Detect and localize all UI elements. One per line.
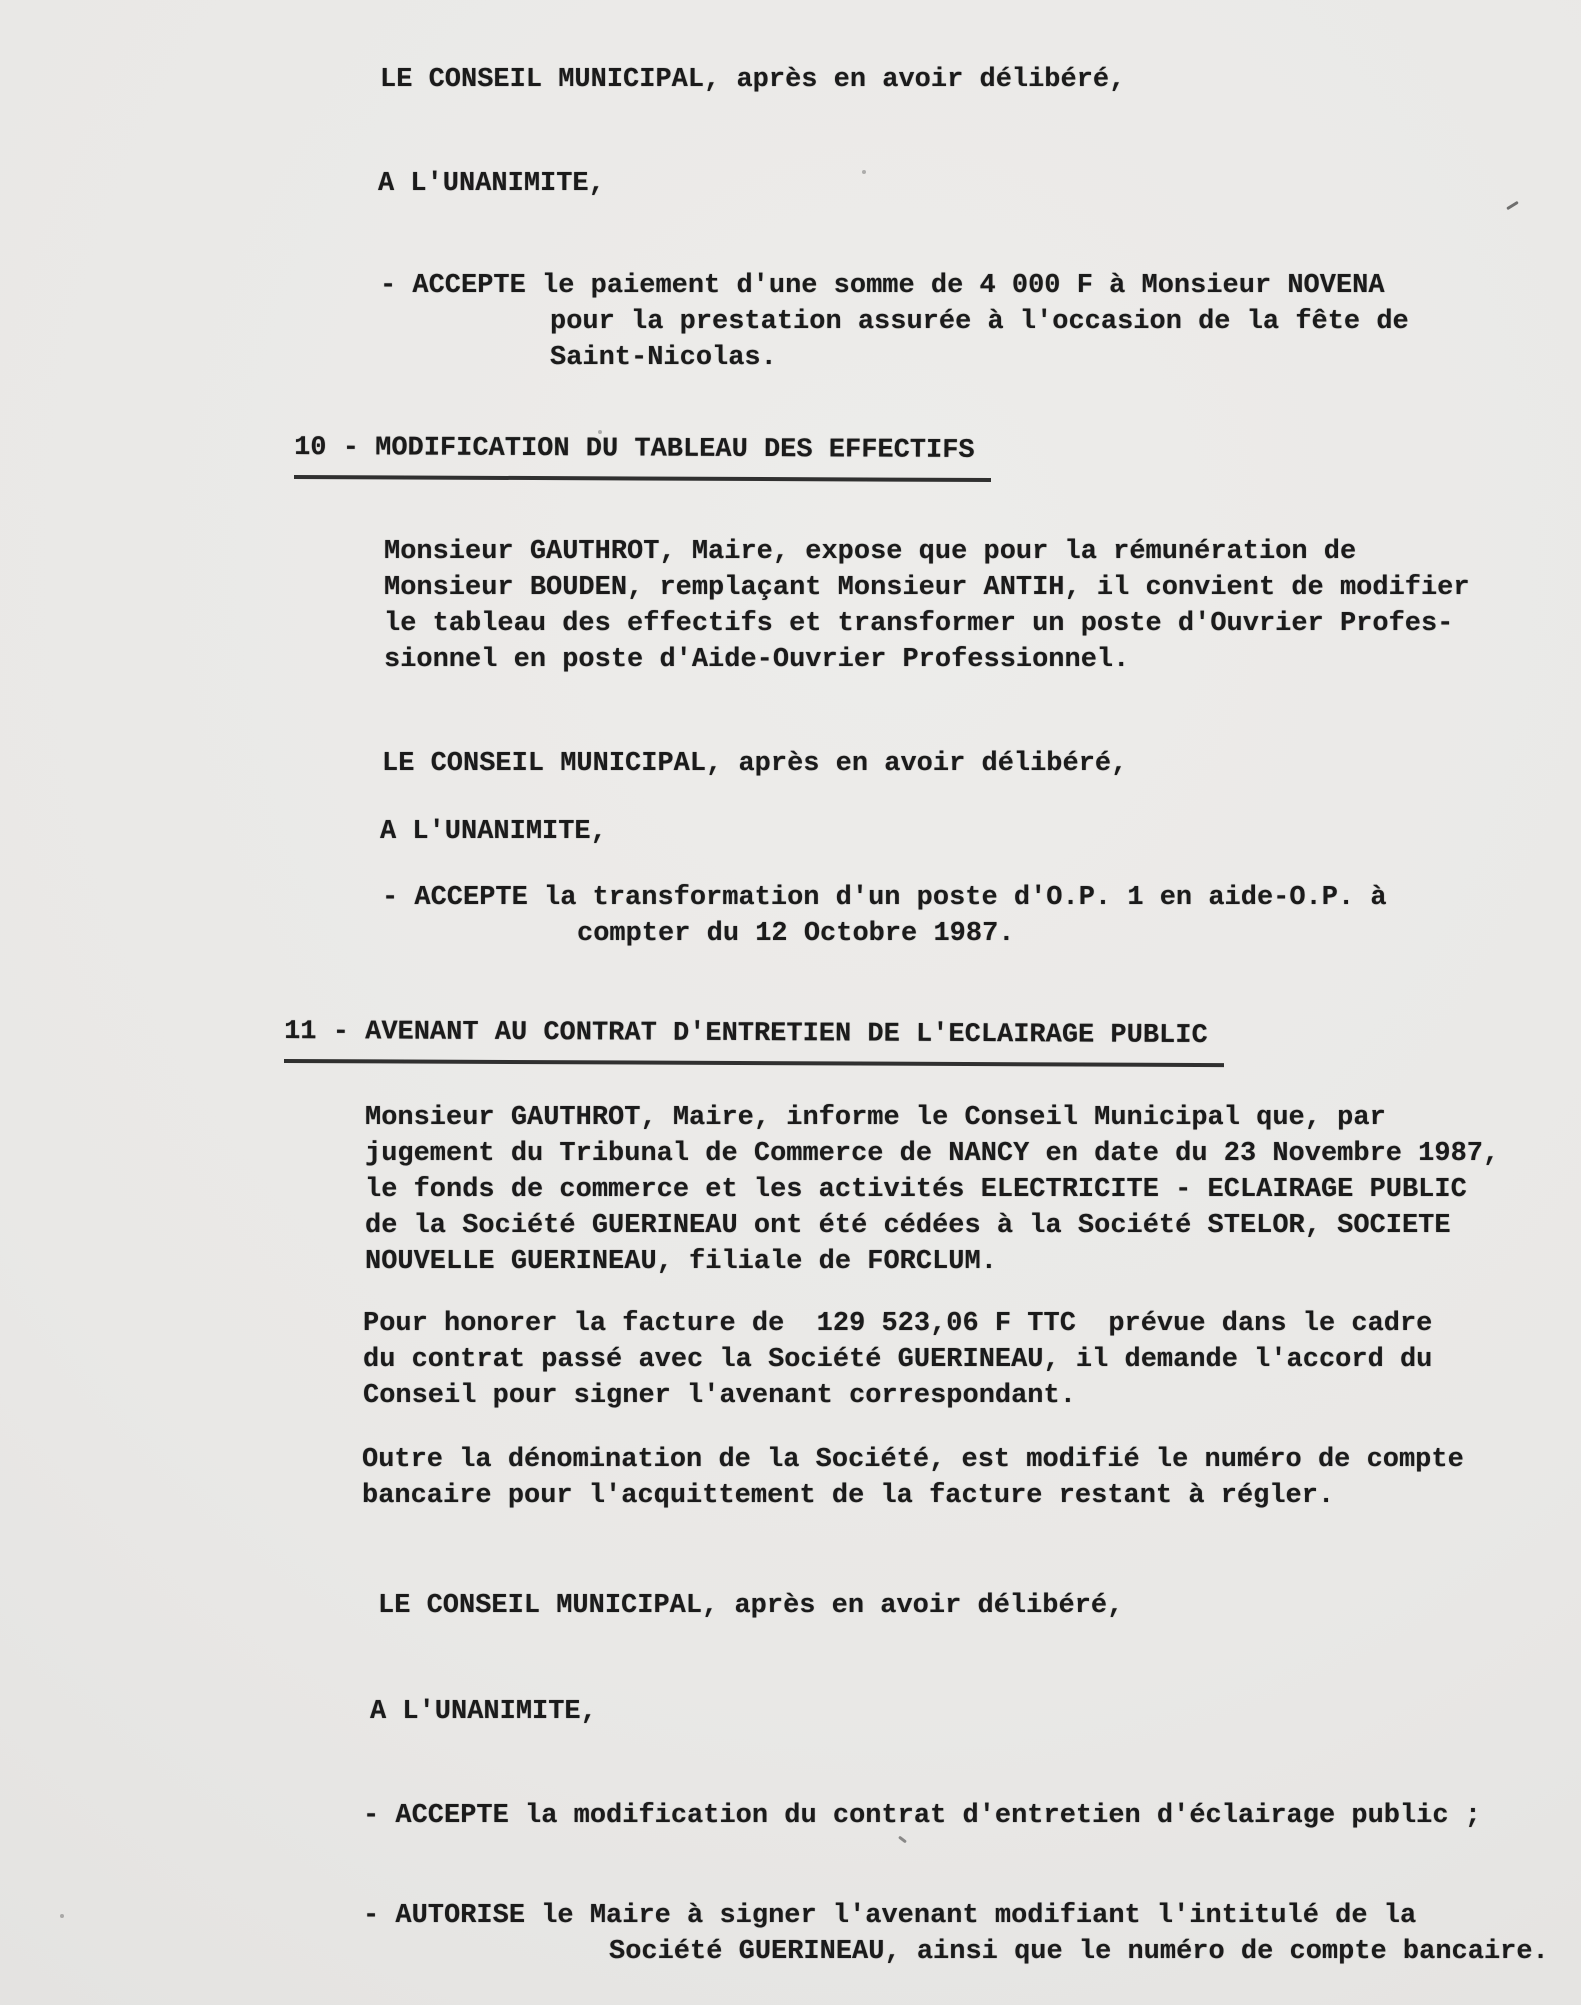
unanimity-1 [378,166,605,202]
paragraph-11-informe-line-3: le fonds de commerce et les activités ELECTRICITE - ECLAIRAGE PUBLIC [365,1175,1467,1205]
paragraph-11-informe-line-2: jugement du Tribunal de Commerce de NANCY en date du 23 Novembre 1987, [365,1139,1500,1169]
unanimity-2 [380,814,607,850]
paragraph-11-denomination-line-2: bancaire pour l'acquittement de la facture restant à régler. [362,1481,1335,1511]
council-statement-2 [382,746,1127,782]
scan-speck [1506,201,1519,210]
unanimity-2-line-1: A L'UNANIMITE, [380,817,607,847]
council-statement-1-line-1: LE CONSEIL MUNICIPAL, après en avoir délibéré, [380,65,1126,95]
council-statement-3-line-1: LE CONSEIL MUNICIPAL, après en avoir délibéré, [378,1591,1124,1621]
council-statement-2-line-1: LE CONSEIL MUNICIPAL, après en avoir délibéré, [382,749,1128,779]
paragraph-10-expose-line-1: Monsieur GAUTHROT, Maire, expose que pour la rémunération de [384,537,1357,567]
bullet-autorise-maire [363,1898,1549,1970]
section-heading-10 [294,430,991,479]
bullet-accepte-transformation [382,880,1387,952]
unanimity-1-line-1: A L'UNANIMITE, [378,169,605,199]
unanimity-3 [370,1694,597,1730]
paragraph-11-informe-line-4: de la Société GUERINEAU ont été cédées à la Société STELOR, SOCIETE [365,1211,1451,1241]
section-heading-10-line-1: 10 - MODIFICATION DU TABLEAU DES EFFECTIFS [294,430,991,482]
paragraph-11-facture [363,1306,1432,1414]
unanimity-3-line-1: A L'UNANIMITE, [370,1697,597,1727]
paragraph-11-informe [365,1100,1499,1280]
council-statement-3 [378,1588,1123,1624]
paragraph-11-informe-line-1: Monsieur GAUTHROT, Maire, informe le Conseil Municipal que, par [365,1103,1386,1133]
bullet-accepte-transformation-line-1: - ACCEPTE la transformation d'un poste d'O.P. 1 en aide-O.P. à [382,883,1387,913]
scan-speck [862,170,866,174]
paragraph-11-facture-line-3: Conseil pour signer l'avenant correspondant. [363,1381,1076,1411]
bullet-accepte-modification-line-1: - ACCEPTE la modification du contrat d'entretien d'éclairage public ; [363,1801,1481,1831]
bullet-autorise-maire-line-1: - AUTORISE le Maire à signer l'avenant modifiant l'intitulé de la [363,1901,1417,1931]
bullet-accepte-transformation-line-2: compter du 12 Octobre 1987. [577,919,1015,949]
bullet-accepte-paiement-line-1: - ACCEPTE le paiement d'une somme de 4 000 F à Monsieur NOVENA [380,271,1385,301]
paragraph-11-facture-line-2: du contrat passé avec la Société GUERINEAU, il demande l'accord du [363,1345,1433,1375]
section-heading-11 [284,1014,1224,1063]
bullet-accepte-paiement [380,268,1409,376]
council-statement-1 [380,62,1125,98]
paragraph-10-expose-line-2: Monsieur BOUDEN, remplaçant Monsieur ANTIH, il convient de modifier [384,573,1470,603]
paragraph-11-denomination [362,1442,1464,1514]
bullet-accepte-paiement-line-3: Saint-Nicolas. [550,343,777,373]
bullet-autorise-maire-line-2: Société GUERINEAU, ainsi que le numéro de compte bancaire. [609,1937,1549,1967]
scan-speck [898,1836,907,1844]
paragraph-10-expose-line-3: le tableau des effectifs et transformer un poste d'Ouvrier Profes- [384,609,1454,639]
paragraph-10-expose-line-4: sionnel en poste d'Aide-Ouvrier Professionnel. [384,645,1130,675]
bullet-accepte-modification [363,1798,1481,1834]
scan-speck [60,1914,64,1918]
section-heading-11-line-1: 11 - AVENANT AU CONTRAT D'ENTRETIEN DE L'ECLAIRAGE PUBLIC [284,1014,1224,1067]
paragraph-11-denomination-line-1: Outre la dénomination de la Société, est modifié le numéro de compte [362,1445,1464,1475]
bullet-accepte-paiement-line-2: pour la prestation assurée à l'occasion de la fête de [550,307,1409,337]
paragraph-10-expose [384,534,1470,678]
paragraph-11-facture-line-1: Pour honorer la facture de 129 523,06 F TTC prévue dans le cadre [363,1309,1433,1339]
paragraph-11-informe-line-5: NOUVELLE GUERINEAU, filiale de FORCLUM. [365,1247,997,1277]
